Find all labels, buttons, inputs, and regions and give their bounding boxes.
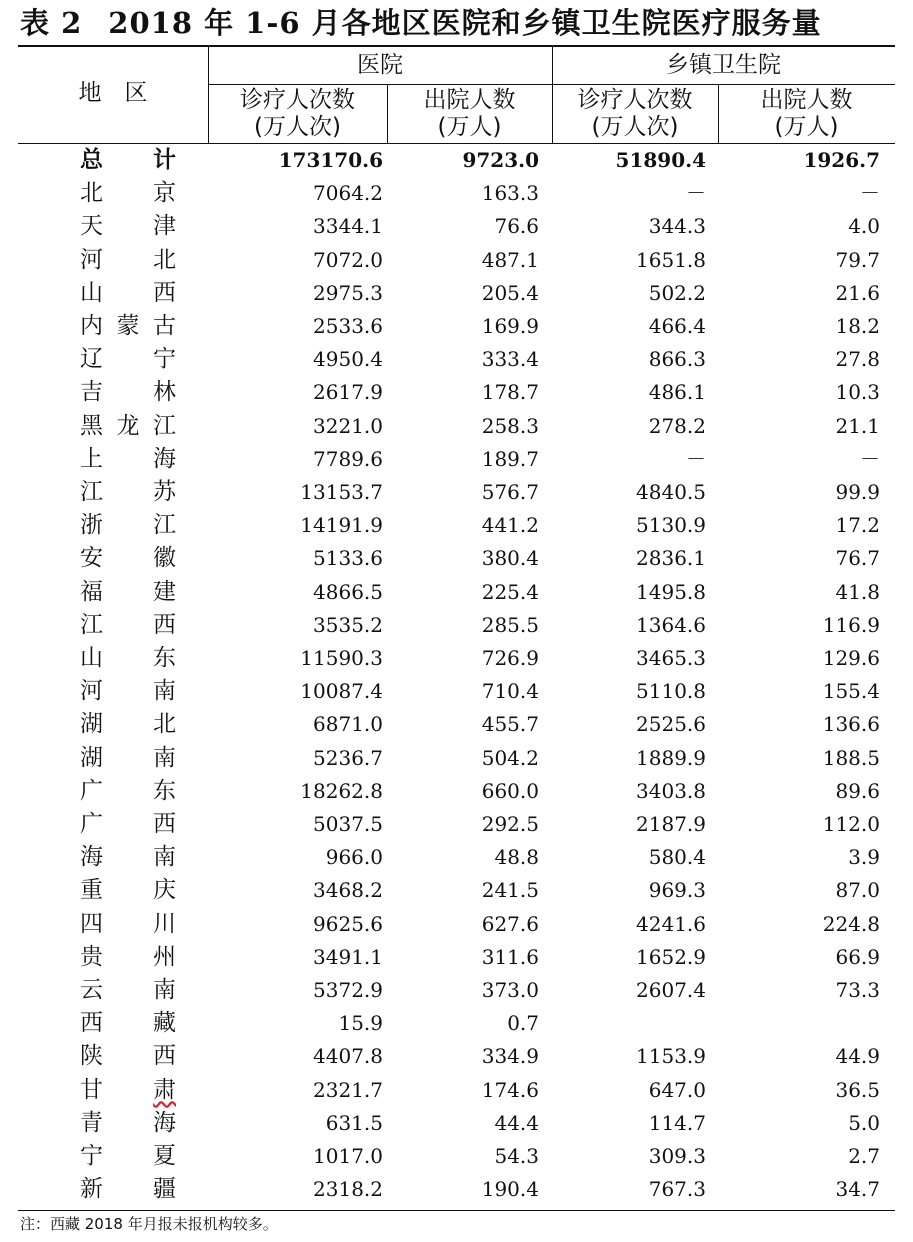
township-visits-cell: 1652.9 <box>636 944 706 969</box>
header-line: 诊疗人次数 <box>240 87 355 113</box>
hospital-discharge-cell: 225.4 <box>481 579 539 604</box>
township-discharge-cell: 116.9 <box>822 612 880 637</box>
header-township-discharge <box>718 87 895 141</box>
region-name: 河 北 <box>80 246 176 273</box>
township-discharge-cell: 136.6 <box>822 712 880 737</box>
table-row <box>18 742 895 775</box>
hospital-discharge-cell: 292.5 <box>481 812 539 836</box>
bottom-rule <box>18 1210 895 1211</box>
table-row <box>18 410 895 443</box>
table-row <box>18 642 895 675</box>
region-name: 上 海 <box>80 445 176 472</box>
table-row <box>18 277 895 310</box>
township-discharge-cell: 188.5 <box>822 745 880 770</box>
header-township: 乡镇卫生院 <box>666 52 781 78</box>
region-name: 广 西 <box>80 811 176 837</box>
header-unit: (万人) <box>437 114 502 140</box>
township-discharge-cell: 79.7 <box>835 247 880 272</box>
hospital-visits-cell: 1017.0 <box>313 1144 383 1168</box>
township-visits-cell: 1153.9 <box>636 1044 706 1069</box>
township-visits-cell: 767.3 <box>648 1177 706 1202</box>
region-name: 福 建 <box>80 578 176 605</box>
hospital-visits-cell: 15.9 <box>338 1011 383 1036</box>
hospital-discharge-cell: 205.4 <box>481 280 539 305</box>
table-row <box>18 177 895 210</box>
hospital-visits-cell: 3535.2 <box>313 612 383 637</box>
hospital-discharge-cell: 169.9 <box>481 314 539 338</box>
hospital-discharge-cell: 76.6 <box>494 214 539 239</box>
township-visits-cell: 1889.9 <box>636 745 706 770</box>
township-visits-cell: 5130.9 <box>636 513 706 538</box>
table-number: 表 2 <box>20 6 83 40</box>
header-unit: (万人次) <box>254 114 341 140</box>
table-row <box>18 542 895 575</box>
township-visits-cell: 1364.6 <box>636 612 706 637</box>
header-unit: (万人次) <box>591 114 679 140</box>
region-name: 青 海 <box>80 1109 176 1136</box>
region-name: 陕 西 <box>80 1043 176 1070</box>
table-row <box>18 443 895 476</box>
hospital-visits-cell: 6871.0 <box>313 712 383 737</box>
township-visits-cell: 486.1 <box>648 380 706 405</box>
township-visits-cell: 969.3 <box>648 878 706 903</box>
township-visits-cell: 114.7 <box>648 1110 706 1135</box>
table-title-text: 2018 年 1-6 月各地区医院和乡镇卫生院医疗服务量 <box>108 6 822 40</box>
hospital-discharge-cell: 48.8 <box>494 845 539 870</box>
region-name: 天 津 <box>80 213 176 240</box>
region-name: 湖 北 <box>80 711 176 738</box>
hospital-visits-cell: 2617.9 <box>313 380 383 405</box>
hospital-discharge-cell: 334.9 <box>481 1044 539 1069</box>
region-name: 内 蒙 古 <box>80 313 176 339</box>
total-row <box>18 144 895 177</box>
township-visits-cell: 466.4 <box>648 314 706 338</box>
region-name: 湖 南 <box>80 744 176 771</box>
hospital-discharge-cell: 44.4 <box>494 1110 539 1135</box>
table-row <box>18 1107 895 1140</box>
table-row <box>18 609 895 642</box>
table-row <box>18 310 895 343</box>
hospital-visits-cell: 7789.6 <box>313 446 383 471</box>
hospital-discharge-cell: 660.0 <box>481 778 539 803</box>
header-township-visits <box>552 87 718 141</box>
hospital-visits-cell: 5037.5 <box>313 812 383 836</box>
table-row <box>18 1040 895 1073</box>
hospital-visits-cell: 13153.7 <box>300 480 383 504</box>
hospital-visits-cell: 3221.0 <box>313 413 383 438</box>
hospital-visits-cell: 18262.8 <box>300 778 383 803</box>
township-visits-cell: 2607.4 <box>636 978 706 1002</box>
township-discharge-cell: 76.7 <box>835 546 880 571</box>
region-name: 浙 江 <box>80 512 176 539</box>
township-discharge-cell: 36.5 <box>835 1077 880 1102</box>
hospital-visits-cell: 2975.3 <box>313 280 383 305</box>
hospital-visits-cell: 2321.7 <box>313 1077 383 1102</box>
township-visits-cell: 51890.4 <box>615 148 706 172</box>
header-hospital-discharge <box>387 87 552 141</box>
region-name: 吉 林 <box>80 379 176 406</box>
header-unit: (万人) <box>774 114 839 140</box>
township-discharge-cell: 18.2 <box>835 314 880 338</box>
header-region: 地 区 <box>78 80 148 106</box>
hospital-visits-cell: 9625.6 <box>313 911 383 936</box>
hospital-visits-cell: 10087.4 <box>300 679 383 704</box>
hospital-visits-cell: 5133.6 <box>313 546 383 571</box>
hospital-discharge-cell: 190.4 <box>481 1177 539 1202</box>
township-discharge-cell: 155.4 <box>822 679 880 704</box>
hospital-visits-cell: 631.5 <box>325 1110 383 1135</box>
hospital-discharge-cell: 441.2 <box>481 513 539 538</box>
township-visits-cell: 2836.1 <box>636 546 706 571</box>
hospital-visits-cell: 173170.6 <box>278 148 383 172</box>
hospital-discharge-cell: 576.7 <box>481 480 539 504</box>
township-discharge-cell: 4.0 <box>848 214 880 239</box>
hospital-discharge-cell: 487.1 <box>481 247 539 272</box>
table-row <box>18 941 895 974</box>
township-discharge-cell: － <box>860 181 880 206</box>
hospital-visits-cell: 14191.9 <box>300 513 383 538</box>
table-row <box>18 476 895 509</box>
table-row <box>18 775 895 808</box>
township-visits-cell: 2525.6 <box>636 712 706 737</box>
table-header <box>18 47 895 143</box>
hospital-discharge-cell: 285.5 <box>481 612 539 637</box>
hospital-visits-cell: 2318.2 <box>313 1177 383 1202</box>
region-name: 新 疆 <box>80 1176 176 1203</box>
township-visits-cell: 1495.8 <box>636 579 706 604</box>
hospital-visits-cell: 3344.1 <box>313 214 383 239</box>
region-name: 甘 肃 <box>80 1076 176 1103</box>
township-discharge-cell: 21.1 <box>835 413 880 438</box>
hospital-discharge-cell: 726.9 <box>481 646 539 670</box>
region-name: 海 南 <box>80 844 176 871</box>
hospital-discharge-cell: 189.7 <box>481 446 539 471</box>
region-name: 重 庆 <box>80 877 176 904</box>
township-visits-cell: 1651.8 <box>636 247 706 272</box>
hospital-visits-cell: 5236.7 <box>313 745 383 770</box>
table-row <box>18 974 895 1007</box>
table-row <box>18 210 895 243</box>
township-visits-cell: 647.0 <box>648 1077 706 1102</box>
region-name: 安 徽 <box>80 545 176 572</box>
hospital-visits-cell: 5372.9 <box>313 978 383 1002</box>
hospital-visits-cell: 11590.3 <box>300 646 383 670</box>
table-row <box>18 708 895 741</box>
region-name: 江 西 <box>80 611 176 638</box>
hospital-discharge-cell: 174.6 <box>481 1077 539 1102</box>
hospital-discharge-cell: 163.3 <box>481 181 539 206</box>
table-row <box>18 244 895 277</box>
region-name: 北 京 <box>80 180 176 207</box>
hospital-visits-cell: 2533.6 <box>313 314 383 338</box>
hospital-discharge-cell: 710.4 <box>481 679 539 704</box>
township-visits-cell: 3403.8 <box>636 778 706 803</box>
table-row <box>18 1074 895 1107</box>
township-visits-cell: － <box>686 446 706 471</box>
township-visits-cell: 278.2 <box>648 413 706 438</box>
table-row <box>18 1173 895 1206</box>
header-group-rule <box>208 84 895 85</box>
township-visits-cell: 3465.3 <box>636 646 706 670</box>
hospital-discharge-cell: 373.0 <box>481 978 539 1002</box>
township-visits-cell: 309.3 <box>648 1144 706 1168</box>
township-discharge-cell: － <box>860 446 880 471</box>
hospital-visits-cell: 7072.0 <box>313 247 383 272</box>
table-row <box>18 509 895 542</box>
region-name: 河 南 <box>80 678 176 705</box>
township-visits-cell: 2187.9 <box>636 812 706 836</box>
hospital-discharge-cell: 54.3 <box>494 1144 539 1168</box>
township-visits-cell: 866.3 <box>648 347 706 372</box>
township-discharge-cell: 1926.7 <box>803 148 880 172</box>
region-name: 山 东 <box>80 645 176 671</box>
township-visits-cell: － <box>686 181 706 206</box>
hospital-discharge-cell: 627.6 <box>481 911 539 936</box>
hospital-discharge-cell: 241.5 <box>481 878 539 903</box>
table-row <box>18 1140 895 1173</box>
region-name: 四 川 <box>80 910 176 937</box>
table-row <box>18 576 895 609</box>
hospital-visits-cell: 3491.1 <box>313 944 383 969</box>
township-visits-cell: 502.2 <box>648 280 706 305</box>
table-row <box>18 874 895 907</box>
region-name: 黑 龙 江 <box>80 412 176 439</box>
township-discharge-cell: 5.0 <box>848 1110 880 1135</box>
hospital-discharge-cell: 0.7 <box>507 1011 539 1036</box>
hospital-discharge-cell: 380.4 <box>481 546 539 571</box>
township-discharge-cell: 112.0 <box>822 812 880 836</box>
header-line: 出院人数 <box>423 87 516 113</box>
township-discharge-cell: 66.9 <box>835 944 880 969</box>
township-visits-cell: 4241.6 <box>636 911 706 936</box>
township-discharge-cell: 17.2 <box>835 513 880 538</box>
hospital-discharge-cell: 311.6 <box>481 944 539 969</box>
township-discharge-cell: 87.0 <box>835 878 880 903</box>
footnote: 注：西藏 2018 年月报未报机构较多。 <box>20 1215 278 1233</box>
hospital-discharge-cell: 9723.0 <box>462 148 539 172</box>
hospital-discharge-cell: 504.2 <box>481 745 539 770</box>
township-discharge-cell: 99.9 <box>835 480 880 504</box>
region-name: 总 计 <box>80 147 176 173</box>
region-name: 山 西 <box>80 279 176 306</box>
region-name: 江 苏 <box>80 479 176 505</box>
township-discharge-cell: 41.8 <box>835 579 880 604</box>
table-row <box>18 1007 895 1040</box>
hospital-discharge-cell: 333.4 <box>481 347 539 372</box>
township-visits-cell: 5110.8 <box>636 679 706 704</box>
table-title <box>20 6 822 40</box>
region-name: 广 东 <box>80 777 176 804</box>
hospital-visits-cell: 4950.4 <box>313 347 383 372</box>
township-discharge-cell: 21.6 <box>835 280 880 305</box>
township-discharge-cell: 73.3 <box>835 978 880 1002</box>
hospital-discharge-cell: 258.3 <box>481 413 539 438</box>
table-row <box>18 841 895 874</box>
header-line: 诊疗人次数 <box>577 87 693 113</box>
region-name: 云 南 <box>80 977 176 1003</box>
hospital-visits-cell: 3468.2 <box>313 878 383 903</box>
township-discharge-cell: 3.9 <box>848 845 880 870</box>
header-line: 出院人数 <box>760 87 853 113</box>
hospital-visits-cell: 4866.5 <box>313 579 383 604</box>
region-name: 宁 夏 <box>80 1143 176 1169</box>
table-row <box>18 808 895 841</box>
region-name: 贵 州 <box>80 943 176 970</box>
table-row <box>18 908 895 941</box>
table-row <box>18 675 895 708</box>
township-discharge-cell: 2.7 <box>848 1144 880 1168</box>
hospital-discharge-cell: 178.7 <box>481 380 539 405</box>
hospital-visits-cell: 4407.8 <box>313 1044 383 1069</box>
header-hospital-visits <box>208 87 387 141</box>
township-discharge-cell: 10.3 <box>835 380 880 405</box>
township-discharge-cell: 27.8 <box>835 347 880 372</box>
region-name: 西 藏 <box>80 1010 176 1037</box>
township-discharge-cell: 89.6 <box>835 778 880 803</box>
township-visits-cell: 4840.5 <box>636 480 706 504</box>
township-discharge-cell: 224.8 <box>822 911 880 936</box>
township-visits-cell: 580.4 <box>648 845 706 870</box>
hospital-visits-cell: 966.0 <box>325 845 383 870</box>
township-visits-cell: 344.3 <box>648 214 706 239</box>
township-discharge-cell: 129.6 <box>822 646 880 670</box>
township-discharge-cell: 44.9 <box>835 1044 880 1069</box>
header-hospital: 医院 <box>357 52 403 78</box>
township-discharge-cell: 34.7 <box>835 1177 880 1202</box>
hospital-visits-cell: 7064.2 <box>313 181 383 206</box>
region-name: 辽 宁 <box>80 346 176 373</box>
table-row <box>18 376 895 409</box>
hospital-discharge-cell: 455.7 <box>481 712 539 737</box>
table-row <box>18 343 895 376</box>
